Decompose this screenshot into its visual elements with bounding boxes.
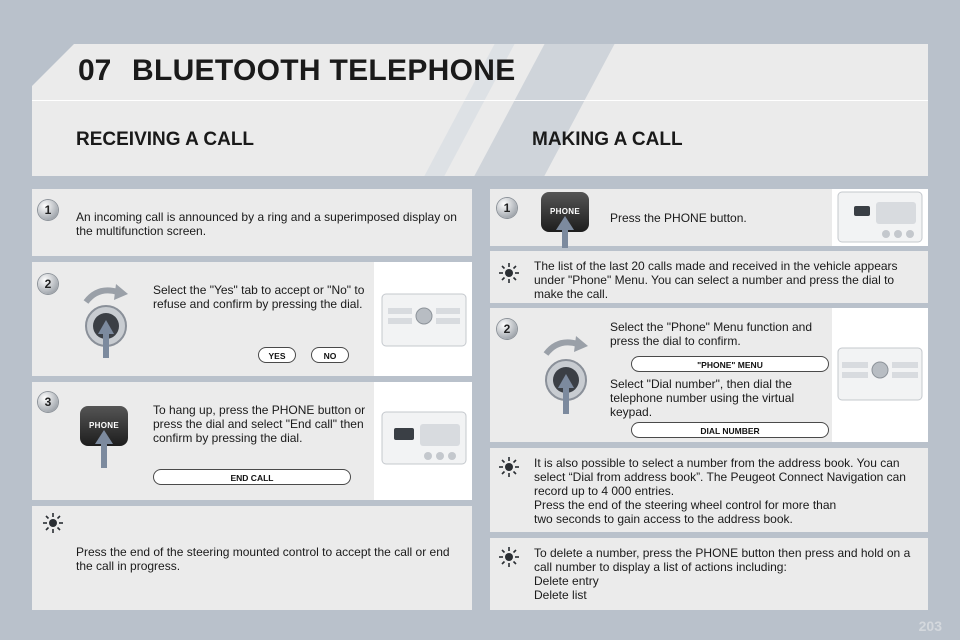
action-delete-list: Delete list — [534, 588, 587, 602]
phone-button-icon: PHONE — [541, 192, 589, 232]
receiving-tip-text: Press the end of the steering mounted control to accept the call or end the call in progress. — [76, 545, 450, 573]
section-heading-making: MAKING A CALL — [532, 129, 683, 150]
tip-sun-icon — [498, 262, 520, 284]
section-heading-receiving: RECEIVING A CALL — [76, 129, 255, 150]
making-tip2-text — [534, 456, 922, 526]
dial-number-option[interactable]: DIAL NUMBER — [631, 422, 829, 438]
receiving-step1-text: An incoming call is announced by a ring and a superimposed display on the multifunction screen. — [76, 210, 457, 238]
making-step2-text-a: Select the "Phone" Menu function and press the dial to confirm. — [610, 320, 812, 348]
tip-sun-icon — [498, 546, 520, 568]
page-title: BLUETOOTH TELEPHONE — [132, 54, 516, 87]
dial-knob-icon — [76, 280, 136, 360]
press-arrow-icon — [90, 428, 118, 468]
action-delete-entry: Delete entry — [534, 574, 599, 588]
header-divider — [32, 100, 928, 101]
phone-menu-option[interactable]: "PHONE" MENU — [631, 356, 829, 372]
tip-paragraph: Press the end of the steering wheel control for more than two seconds to gain access to the address book. — [534, 498, 837, 526]
step-number: 3 — [38, 392, 58, 412]
end-call-option[interactable]: END CALL — [153, 469, 351, 485]
making-tip3-text — [534, 546, 922, 602]
tip-sun-icon — [498, 456, 520, 478]
tip-paragraph: To delete a number, press the PHONE button then press and hold on a call number to display a list of actions including: — [534, 546, 911, 574]
tip-paragraph: It is also possible to select a number from the address book. You can select “Dial from address book”. The Peugeot Connect Navigation can record up to 4 000 entries. — [534, 456, 906, 498]
step-number: 1 — [497, 198, 517, 218]
receiving-step2-text: Select the "Yes" tab to accept or "No" to refuse and confirm by pressing the dial. — [153, 283, 365, 311]
making-tip1-text: The list of the last 20 calls made and received in the vehicle appears under "Phone" Menu. You can select a number and press the dial to make the call. — [534, 259, 898, 301]
phone-button-icon: PHONE — [80, 406, 128, 446]
press-arrow-icon — [551, 214, 579, 248]
yes-tab[interactable]: YES — [258, 347, 296, 363]
step-number: 1 — [38, 200, 58, 220]
radio-unit-icon — [380, 290, 468, 350]
tip-sun-icon — [42, 512, 64, 534]
making-step1-text: Press the PHONE button. — [610, 211, 747, 225]
no-tab[interactable]: NO — [311, 347, 349, 363]
radio-unit-icon — [380, 408, 468, 468]
rotate-arrow-icon — [546, 342, 578, 354]
chapter-number: 07 — [78, 54, 112, 87]
step-number: 2 — [497, 319, 517, 339]
page-number: 203 — [918, 618, 942, 634]
radio-unit-icon — [836, 190, 924, 244]
making-step2-text-b: Select "Dial number", then dial the telephone number using the virtual keypad. — [610, 377, 795, 419]
rotate-arrow-icon — [86, 290, 118, 302]
step-number: 2 — [38, 274, 58, 294]
receiving-step3-text: To hang up, press the PHONE button or press the dial and select "End call" then confirm by pressing the dial. — [153, 403, 366, 445]
dial-knob-icon — [536, 332, 596, 416]
radio-unit-icon — [836, 344, 924, 404]
